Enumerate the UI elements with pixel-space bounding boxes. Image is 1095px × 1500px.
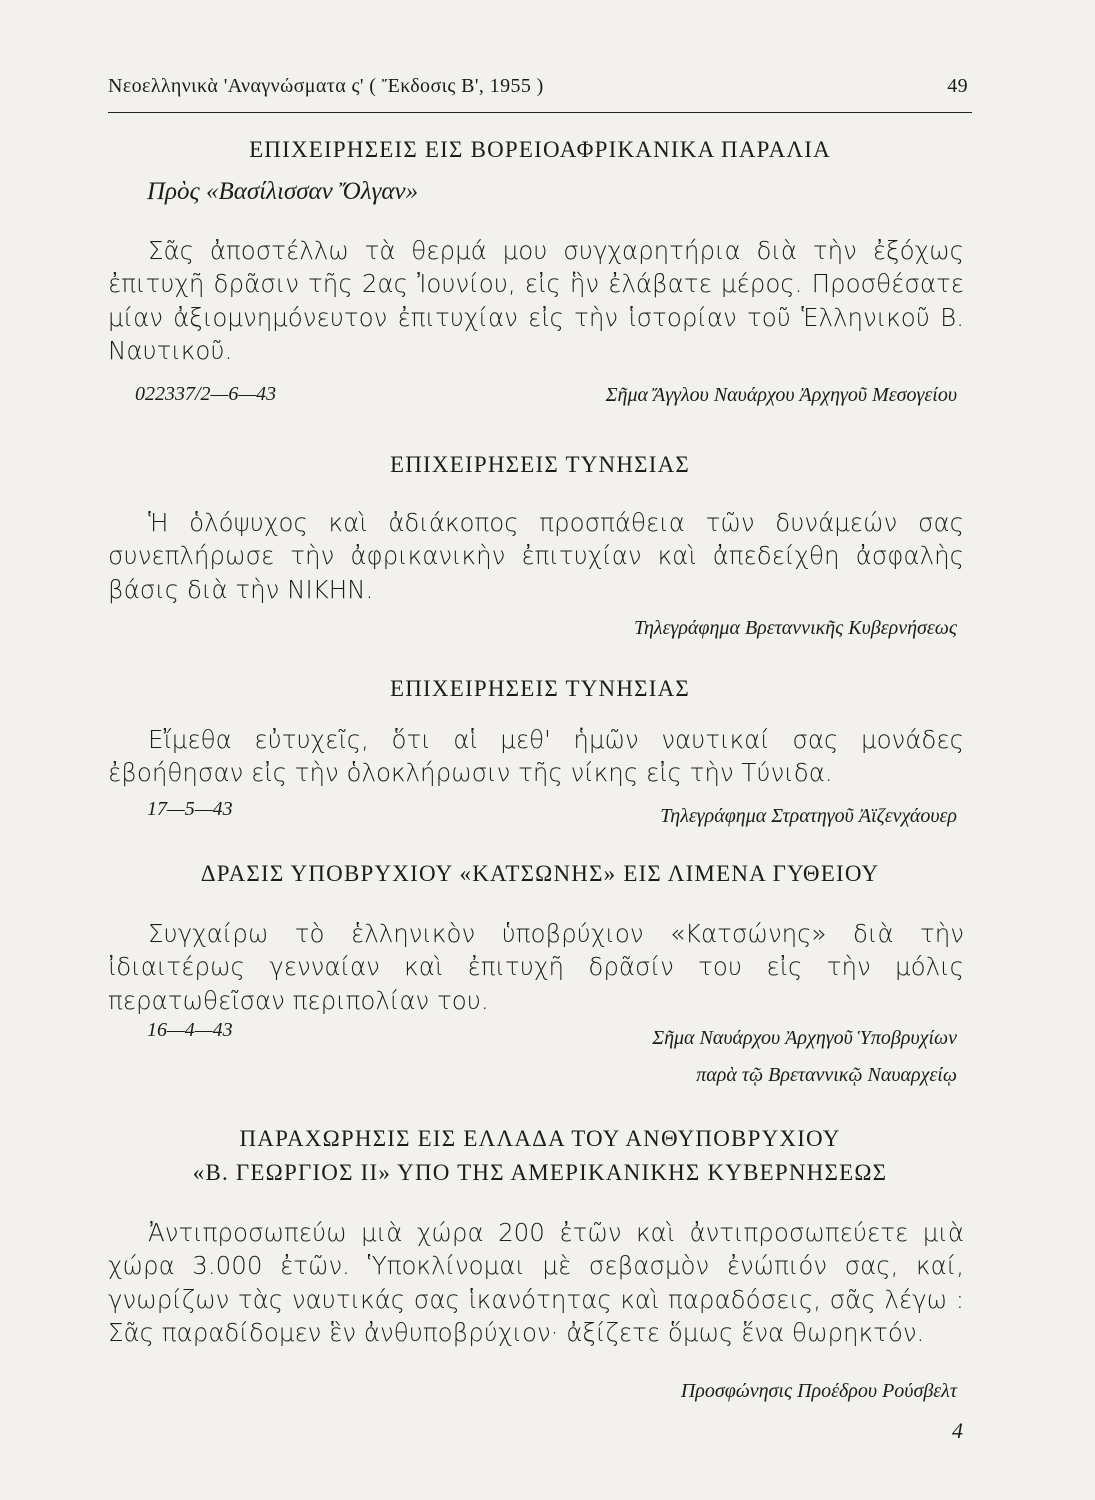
section-heading-transfer-line2: «Β. ΓΕΩΡΓΙΟΣ ΙΙ» ΥΠΟ ΤΗΣ ΑΜΕΡΙΚΑΝΙΚΗΣ ΚΥΒΕΡΝΗΣΕΩΣ xyxy=(192,1160,888,1185)
page-number: 49 xyxy=(947,75,968,97)
section-heading-katsonis: ΔΡΑΣΙΣ ΥΠΟΒΡΥΧΙΟΥ «ΚΑΤΣΩΝΗΣ» ΕΙΣ ΛΙΜΕΝΑ ΓΥΘΕΙΟΥ xyxy=(200,861,880,886)
signature-tunisia-2: Τηλεγράφημα Στρατηγοῦ Ἀϊζενχάουερ xyxy=(660,805,957,827)
paragraph-katsonis: Συγχαίρω τὸ ἑλληνικὸν ὑποβρύχιον «Κατσώνης» διὰ τὴν ἰδιαιτέρως γενναίαν καὶ ἐπιτυχῆ δρᾶσίν του εἰς τὴν μόλις περατωθεῖσαν περιπολίαν του. xyxy=(108,919,964,1015)
running-head xyxy=(108,75,968,98)
signature-mark: 4 xyxy=(952,1418,963,1443)
signature-tunisia-1: Τηλεγράφημα Βρεταννικῆς Κυβερνήσεως xyxy=(633,617,957,639)
paragraph-north-africa: Σᾶς ἀποστέλλω τὰ θερμά μου συγχαρητήρια διὰ τὴν ἐξόχως ἐπιτυχῆ δρᾶσιν τῆς 2ας Ἰουνίου, εἰς ἣν ἐλάβατε μέρος. Προσθέσατε μίαν ἀξιομνημόνευτον ἐπιτυχίαν εἰς τὴν ἱστορίαν τοῦ Ἑλληνικοῦ Β. Ναυτικοῦ. xyxy=(108,236,964,365)
paragraph-tunisia-2: Εἴμεθα εὐτυχεῖς, ὅτι αἱ μεθ' ἡμῶν ναυτικαί σας μονάδες ἐβοήθησαν εἰς τὴν ὁλοκλήρωσιν τῆς νίκης εἰς τὴν Τύνιδα. xyxy=(108,725,964,788)
signature-katsonis-line2: παρὰ τῷ Βρεταννικῷ Ναυαρχείῳ xyxy=(696,1064,957,1086)
signature-transfer: Προσφώνησις Προέδρου Ρούσβελτ xyxy=(680,1380,957,1402)
paragraph-tunisia-1: Ἡ ὁλόψυχος καὶ ἀδιάκοπος προσπάθεια τῶν δυνάμεών σας συνεπλήρωσε τὴν ἀφρικανικὴν ἐπιτυχίαν καὶ ἀπεδείχθη ἀσφαλὴς βάσις διὰ τὴν ΝΙΚΗΝ. xyxy=(108,508,964,604)
section-heading-transfer-line1: ΠΑΡΑΧΩΡΗΣΙΣ ΕΙΣ ΕΛΛΑΔΑ ΤΟΥ ΑΝΘΥΠΟΒΡΥΧΙΟΥ xyxy=(239,1126,841,1151)
section-heading-north-africa: ΕΠΙΧΕΙΡΗΣΕΙΣ ΕΙΣ ΒΟΡΕΙΟΑΦΡΙΚΑΝΙΚΑ ΠΑΡΑΛΙΑ xyxy=(249,137,831,162)
section-heading-tunisia-2: ΕΠΙΧΕΙΡΗΣΕΙΣ ΤΥΝΗΣΙΑΣ xyxy=(390,676,690,701)
section-heading-tunisia-1: ΕΠΙΧΕΙΡΗΣΕΙΣ ΤΥΝΗΣΙΑΣ xyxy=(390,452,690,477)
addressee: Πρὸς «Βασίλισσαν Ὄλγαν» xyxy=(147,178,419,205)
header-rule xyxy=(108,112,972,113)
date-north-africa: 022337/2—6—43 xyxy=(135,383,277,405)
signature-katsonis-line1: Σῆμα Ναυάρχου Ἀρχηγοῦ Ὑποβρυχίων xyxy=(652,1027,957,1049)
date-tunisia-2: 17—5—43 xyxy=(147,798,233,820)
date-katsonis: 16—4—43 xyxy=(147,1019,233,1041)
running-head-title: Νεοελληνικὰ 'Αναγνώσματα ς' ( Ἔκδοσις Β', 1955 ) xyxy=(108,75,544,97)
paragraph-transfer: Ἀντιπροσωπεύω μιὰ χώρα 200 ἐτῶν καὶ ἀντιπροσωπεύετε μιὰ χώρα 3.000 ἐτῶν. Ὑποκλίνομαι μὲ σεβασμὸν ἐνώπιόν σας, καί, γνωρίζων τὰς ναυτικάς σας ἱκανότητας καὶ παραδόσεις, σᾶς λέγω : Σᾶς παραδίδομεν ἓν ἀνθυποβρύχιον· ἀξίζετε ὅμως ἕνα θωρηκτόν. xyxy=(108,1218,964,1347)
signature-north-africa: Σῆμα Ἄγγλου Ναυάρχου Ἀρχηγοῦ Μεσογείου xyxy=(605,384,957,406)
